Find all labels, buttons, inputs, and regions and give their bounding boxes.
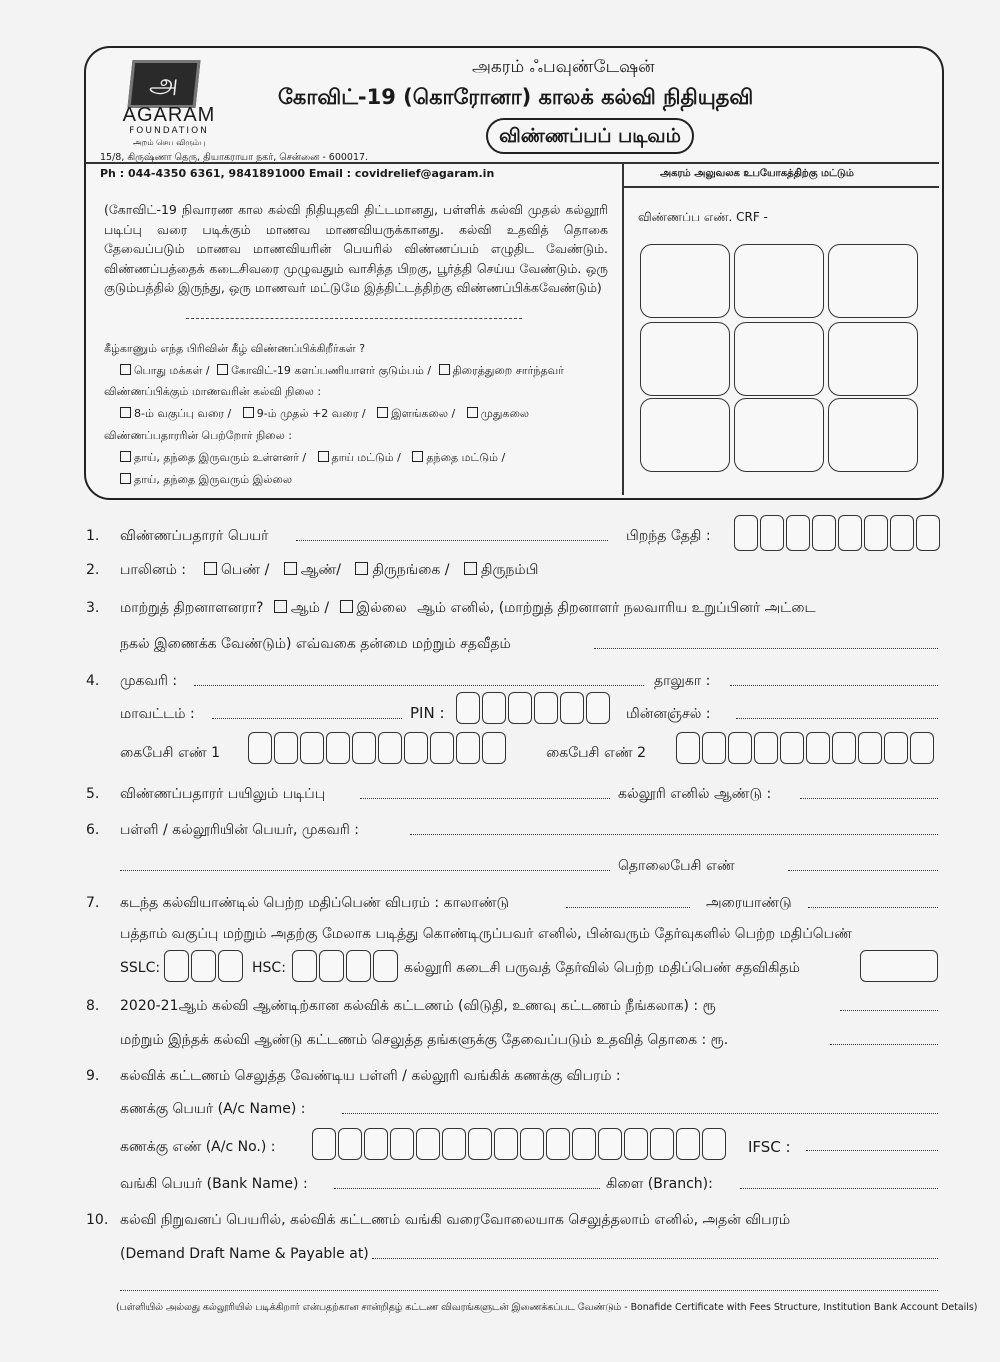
email-field[interactable] (736, 718, 938, 719)
pin-digit-box[interactable] (482, 692, 506, 724)
mobile-digit-box[interactable] (274, 732, 298, 764)
no-label: இல்லை (356, 600, 407, 616)
gender-checkbox[interactable] (284, 562, 297, 575)
parent-checkbox[interactable] (120, 473, 131, 484)
dd-label: கல்வி நிறுவனப் பெயரில், கல்விக் கட்டணம் வங்கி வரைவோலையாக செலுத்தலாம் எனில், அதன் விபரம் (120, 1212, 791, 1228)
college-year-field[interactable] (800, 798, 938, 799)
college-year-label: கல்லூரி எனில் ஆண்டு : (618, 786, 772, 802)
dob-digit-box[interactable] (916, 515, 940, 551)
parent-checkbox[interactable] (318, 451, 329, 462)
org-name: அகரம் ஃபவுண்டேஷன் (472, 57, 655, 77)
address-label: முகவரி : (120, 673, 178, 689)
option-label: பெண் / (221, 562, 270, 578)
disability-field[interactable] (594, 648, 938, 649)
crf-cell[interactable] (734, 244, 824, 318)
gender-checkbox[interactable] (464, 562, 477, 575)
option-label: திருநங்கை / (372, 562, 450, 578)
mobile-digit-box[interactable] (858, 732, 882, 764)
option-label: முதுகலை (480, 407, 529, 420)
district-field[interactable] (212, 718, 402, 719)
category-options (120, 364, 564, 379)
taluk-field[interactable] (730, 685, 938, 686)
address-field[interactable] (194, 685, 644, 686)
category-question: கீழ்காணும் எந்த பிரிவின் கீழ் விண்ணப்பிக்கிறீர்கள் ? (104, 342, 366, 355)
dob-digit-box[interactable] (864, 515, 888, 551)
org-address: 15/8, கிருஷ்ணா தெரு, தியாகராயா நகர், சென்னை - 600017. (100, 152, 369, 163)
crf-number-grid (640, 242, 922, 474)
crf-cell[interactable] (640, 398, 730, 472)
ifsc-field[interactable] (806, 1150, 938, 1151)
mobile-digit-box[interactable] (248, 732, 272, 764)
item-number: 8. (86, 998, 100, 1014)
bank-label: கல்விக் கட்டணம் செலுத்த வேண்டிய பள்ளி / கல்லூரி வங்கிக் கணக்கு விபரம் : (120, 1068, 621, 1084)
applicant-name-label: விண்ணப்பதாரர் பெயர் (120, 528, 269, 544)
email-label: மின்னஞ்சல் : (626, 706, 711, 722)
aid-amount-label: மற்றும் இந்தக் கல்வி ஆண்டு கட்டணம் செலுத்த தங்களுக்கு தேவைப்படும் உதவித் தொகை : ரூ. (120, 1032, 729, 1048)
course-label: விண்ணப்பதாரர் பயிலும் படிப்பு (120, 786, 326, 802)
education-checkbox[interactable] (467, 407, 478, 418)
option-label: 8-ம் வகுப்பு வரை / (134, 407, 232, 420)
pin-digit-box[interactable] (534, 692, 558, 724)
disability-line2: நகல் இணைக்க வேண்டும்) எவ்வகை தன்மை மற்றும் சதவீதம் (120, 636, 511, 652)
mobile-digit-box[interactable] (430, 732, 454, 764)
gender-label: பாலினம் : (120, 562, 187, 578)
dob-digit-box[interactable] (812, 515, 836, 551)
crf-cell[interactable] (828, 244, 918, 318)
mobile-digit-box[interactable] (676, 732, 700, 764)
yes-label: ஆம் / (290, 600, 330, 616)
mobile-digit-box[interactable] (482, 732, 506, 764)
ac-digit-box[interactable] (468, 1128, 492, 1160)
mobile-digit-box[interactable] (326, 732, 350, 764)
parent-checkbox[interactable] (412, 451, 423, 462)
main-title: கோவிட்-19 (கொரோனா) காலக் கல்வி நிதியுதவி (278, 85, 754, 109)
office-use-label: அகரம் அலுவலக உபயோகத்திற்கு மட்டும் (660, 168, 854, 179)
dob-boxes (734, 515, 942, 551)
ac-digit-box[interactable] (598, 1128, 622, 1160)
college-pct-label: கல்லூரி கடைசி பருவத் தேர்வில் பெற்ற மதிப்பெண் சதவிகிதம் (404, 960, 800, 976)
quarterly-field[interactable] (566, 907, 690, 908)
ac-digit-box[interactable] (676, 1128, 700, 1160)
ac-name-field[interactable] (342, 1113, 938, 1114)
dob-digit-box[interactable] (786, 515, 810, 551)
form-title: விண்ணப்பப் படிவம் (486, 118, 694, 154)
ac-digit-box[interactable] (650, 1128, 674, 1160)
sslc-digit-box[interactable] (164, 950, 189, 982)
sslc-boxes (164, 950, 245, 982)
org-contact: Ph : 044-4350 6361, 9841891000 Email : covidrelief@agaram.in (100, 167, 495, 180)
ac-no-boxes (312, 1128, 728, 1160)
crf-cell[interactable] (734, 322, 824, 396)
yes-checkbox[interactable] (274, 600, 287, 613)
pin-boxes (456, 692, 612, 724)
item-number: 10. (86, 1212, 109, 1228)
mobile-digit-box[interactable] (728, 732, 752, 764)
school-field[interactable] (410, 834, 938, 835)
bank-name-label: வங்கி பெயர் (Bank Name) : (120, 1176, 308, 1192)
option-label: 9-ம் முதல் +2 வரை / (256, 407, 366, 420)
ac-digit-box[interactable] (364, 1128, 388, 1160)
pin-digit-box[interactable] (586, 692, 610, 724)
intro-paragraph: (கோவிட்-19 நிவாரண கால கல்வி நிதியுதவி திட்டமானது, பள்ளிக் கல்வி முதல் கல்லூரி படிப்பு வரை படிக்கும் மாணவ மாணவியருக்கானது. கல்வி உதவித் தொகை தேவைப்படும் மாணவ மாணவியரின் பெயரில் விண்ணப்பம் எழுதிட வேண்டும். விண்ணப்பத்தைக் கடைசிவரை முழுவதும் வாசித்த பிறகு, பூர்த்தி செய்ய வேண்டும். ஒரு குடும்பத்தில் இருந்து, ஒரு மாணவர் மட்டுமே இத்திட்டத்திற்கு விண்ணப்பிக்கவேண்டும்) (104, 202, 608, 295)
sslc-label: SSLC: (120, 960, 161, 976)
category-checkbox[interactable] (217, 364, 228, 375)
pin-digit-box[interactable] (560, 692, 584, 724)
option-label: கோவிட்-19 களப்பணியாளர் குடும்பம் / (231, 364, 432, 377)
education-checkbox[interactable] (377, 407, 388, 418)
mobile-digit-box[interactable] (910, 732, 934, 764)
marks-line2: பத்தாம் வகுப்பு மற்றும் அதற்கு மேலாக படித்து கொண்டிருப்பவர் எனில், பின்வரும் தேர்வுகளில் பெற்ற மதிப்பெண் (120, 926, 852, 942)
item-number: 1. (86, 528, 100, 544)
mobile1-boxes (248, 732, 508, 764)
category-checkbox[interactable] (439, 364, 450, 375)
half-year-label: அரையாண்டு (706, 895, 792, 911)
hsc-boxes (292, 950, 400, 982)
dob-digit-box[interactable] (760, 515, 784, 551)
bank-name-field[interactable] (334, 1188, 600, 1189)
parent-options (120, 451, 505, 466)
fees-label: 2020-21ஆம் கல்வி ஆண்டிற்கான கல்விக் கட்டணம் (விடுதி, உணவு கட்டணம் நீங்கலாக) : ரூ (120, 998, 716, 1014)
hsc-digit-box[interactable] (319, 950, 344, 982)
item-number: 4. (86, 673, 100, 689)
mobile-digit-box[interactable] (352, 732, 376, 764)
ac-digit-box[interactable] (572, 1128, 596, 1160)
intro-separator (186, 318, 522, 319)
ac-digit-box[interactable] (312, 1128, 336, 1160)
phone-field[interactable] (788, 870, 938, 871)
item-number: 7. (86, 895, 100, 911)
mobile-digit-box[interactable] (832, 732, 856, 764)
marks-label: கடந்த கல்வியாண்டில் பெற்ற மதிப்பெண் விபரம் : காலாண்டு (120, 895, 510, 911)
dob-digit-box[interactable] (734, 515, 758, 551)
mobile-digit-box[interactable] (806, 732, 830, 764)
office-use-divider (622, 162, 624, 495)
mobile-digit-box[interactable] (884, 732, 908, 764)
option-label: தந்தை மட்டும் / (426, 451, 506, 464)
option-label: தாய், தந்தை இருவரும் உள்ளனர் / (134, 451, 307, 464)
ac-name-label: கணக்கு பெயர் (A/c Name) : (120, 1101, 306, 1117)
school-label: பள்ளி / கல்லூரியின் பெயர், முகவரி : (120, 822, 359, 838)
mobile-digit-box[interactable] (300, 732, 324, 764)
sslc-digit-box[interactable] (191, 950, 216, 982)
ac-digit-box[interactable] (416, 1128, 440, 1160)
ac-digit-box[interactable] (624, 1128, 648, 1160)
dd-name-label: (Demand Draft Name & Payable at) (120, 1246, 369, 1262)
college-pct-box[interactable] (860, 950, 938, 982)
option-label: தாய், தந்தை இருவரும் இல்லை (134, 473, 292, 486)
education-checkbox[interactable] (243, 407, 254, 418)
gender-checkbox[interactable] (355, 562, 368, 575)
disability-question (120, 600, 816, 618)
branch-label: கிளை (Branch): (606, 1176, 713, 1192)
ac-digit-box[interactable] (520, 1128, 544, 1160)
education-options (120, 407, 529, 422)
logo-sub: FOUNDATION (129, 126, 209, 136)
phone-label: தொலைபேசி எண் (618, 858, 735, 874)
hsc-label: HSC: (252, 960, 286, 976)
mobile-digit-box[interactable] (754, 732, 778, 764)
district-label: மாவட்டம் : (120, 706, 195, 722)
logo-name: AGARAM (122, 104, 216, 126)
half-year-field[interactable] (808, 907, 938, 908)
fees-field[interactable] (840, 1010, 938, 1011)
dd-extra-field[interactable] (120, 1290, 938, 1291)
ac-digit-box[interactable] (390, 1128, 414, 1160)
applicant-name-field[interactable] (296, 540, 608, 541)
ac-digit-box[interactable] (442, 1128, 466, 1160)
option-label: பொது மக்கள் / (134, 364, 210, 377)
mobile1-label: கைபேசி எண் 1 (120, 745, 221, 761)
dob-digit-box[interactable] (838, 515, 862, 551)
mobile-digit-box[interactable] (456, 732, 480, 764)
option-label: திருநம்பி (480, 562, 539, 578)
ac-digit-box[interactable] (494, 1128, 518, 1160)
crf-cell[interactable] (640, 322, 730, 396)
disability-label: மாற்றுத் திறனாளனரா? (120, 600, 264, 616)
parent-option-none (120, 473, 292, 488)
ac-digit-box[interactable] (702, 1128, 726, 1160)
crf-cell[interactable] (828, 322, 918, 396)
ifsc-label: IFSC : (748, 1138, 791, 1156)
parent-question: விண்ணப்பதாரரின் பெற்றோர் நிலை : (104, 429, 292, 442)
crf-cell[interactable] (828, 398, 918, 472)
item-number: 3. (86, 600, 100, 616)
agaram-logo (114, 56, 224, 152)
option-label: ஆண்/ (300, 562, 341, 578)
crf-cell[interactable] (734, 398, 824, 472)
dob-digit-box[interactable] (890, 515, 914, 551)
hsc-digit-box[interactable] (373, 950, 398, 982)
ac-digit-box[interactable] (546, 1128, 570, 1160)
office-use-underline (622, 186, 939, 188)
crf-label: விண்ணப்ப எண். CRF - (638, 210, 768, 224)
pin-digit-box[interactable] (456, 692, 480, 724)
pin-label: PIN : (410, 704, 445, 722)
gender-options (204, 562, 538, 580)
item-number: 2. (86, 562, 100, 578)
course-field[interactable] (360, 798, 610, 799)
education-question: விண்ணப்பிக்கும் மாணவரின் கல்வி நிலை : (104, 385, 322, 398)
school-address-field[interactable] (120, 870, 610, 871)
category-checkbox[interactable] (120, 364, 131, 375)
logo-board-icon: அ (127, 60, 200, 108)
footer-note: (பள்ளியில் அல்லது கல்லூரியில் படிக்கிறார் என்பதற்கான சான்றிதழ் கட்டண விவரங்களுடன் இணைக்கப்பட வேண்டும் - Bonafide Certificate with Fees Structure, Institution Bank Account Details) (116, 1302, 978, 1313)
disability-detail: ஆம் எனில், (மாற்றுத் திறனாளர் நலவாரிய உறுப்பினர் அட்டை (417, 600, 816, 616)
option-label: திரைத்துறை சார்ந்தவர் (452, 364, 564, 377)
branch-field[interactable] (740, 1188, 938, 1189)
pin-digit-box[interactable] (508, 692, 532, 724)
crf-cell[interactable] (640, 244, 730, 318)
mobile-digit-box[interactable] (780, 732, 804, 764)
parent-checkbox[interactable] (120, 451, 131, 462)
mobile2-label: கைபேசி எண் 2 (546, 745, 647, 761)
mobile-digit-box[interactable] (378, 732, 402, 764)
logo-tagline: அறம் செய விரும்பு (132, 138, 206, 147)
hsc-digit-box[interactable] (292, 950, 317, 982)
taluk-label: தாலுகா : (654, 673, 711, 689)
item-number: 5. (86, 786, 100, 802)
ac-digit-box[interactable] (338, 1128, 362, 1160)
dd-name-field[interactable] (372, 1258, 938, 1259)
item-number: 6. (86, 822, 100, 838)
mobile-digit-box[interactable] (702, 732, 726, 764)
item-number: 9. (86, 1068, 100, 1084)
hsc-digit-box[interactable] (346, 950, 371, 982)
dob-label: பிறந்த தேதி : (626, 528, 711, 544)
option-label: தாய் மட்டும் / (331, 451, 401, 464)
option-label: இளங்கலை / (391, 407, 456, 420)
aid-amount-field[interactable] (830, 1044, 938, 1045)
gender-checkbox[interactable] (204, 562, 217, 575)
mobile-digit-box[interactable] (404, 732, 428, 764)
sslc-digit-box[interactable] (218, 950, 243, 982)
mobile2-boxes (676, 732, 936, 764)
no-checkbox[interactable] (340, 600, 353, 613)
ac-no-label: கணக்கு எண் (A/c No.) : (120, 1139, 276, 1155)
education-checkbox[interactable] (120, 407, 131, 418)
